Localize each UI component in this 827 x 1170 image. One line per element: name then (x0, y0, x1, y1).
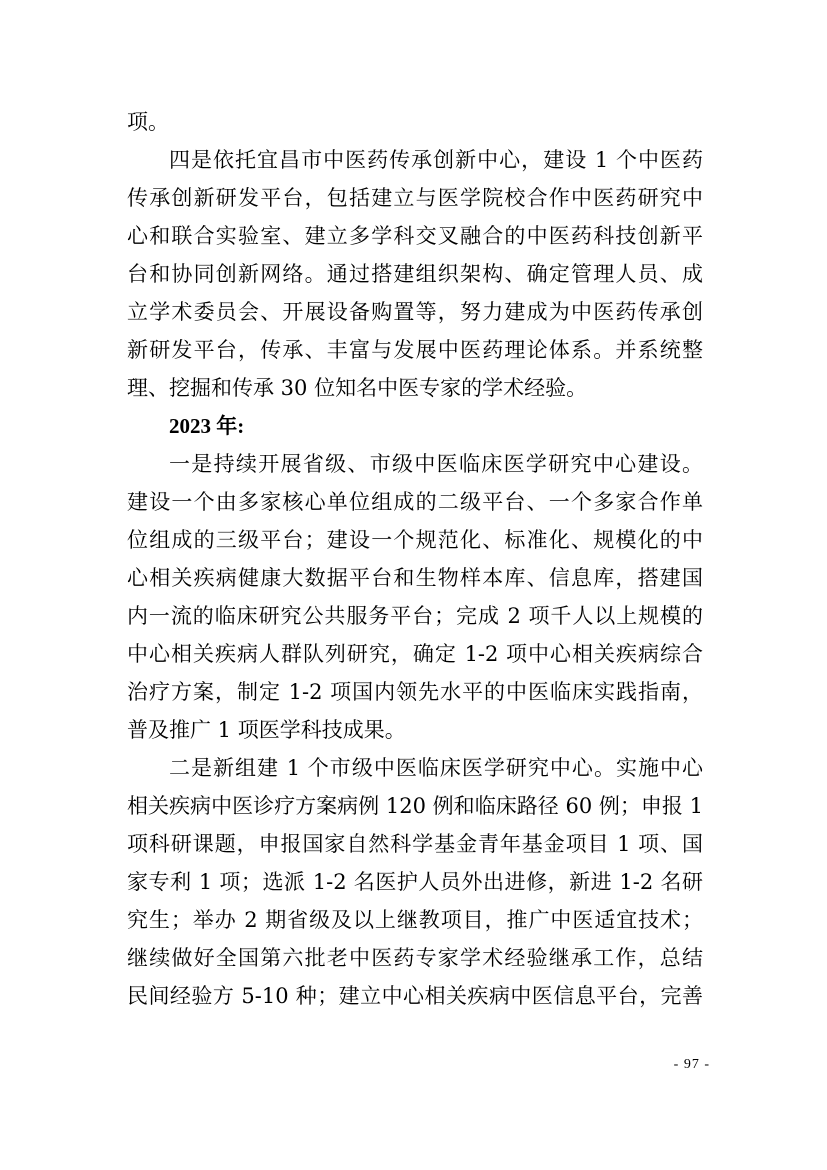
text-line: 立学术委员会、开展设备购置等，努力建成为中医药传承创 (127, 300, 703, 324)
section-heading: 2023 年: (169, 414, 245, 438)
text-line: 心和联合实验室、建立多学科交叉融合的中医药科技创新平 (127, 224, 703, 248)
text-line: 普及推广 1 项医学科技成果。 (127, 718, 406, 742)
text-line: 四是依托宜昌市中医药传承创新中心，建设 1 个中医药 (169, 148, 703, 172)
text-line: 究生；举办 2 期省级及以上继教项目，推广中医适宜技术； (127, 908, 703, 932)
body-text (127, 103, 703, 1015)
text-line: 传承创新研发平台，包括建立与医学院校合作中医药研究中 (127, 186, 703, 210)
text-line: 台和协同创新网络。通过搭建组织架构、确定管理人员、成 (127, 262, 703, 286)
text-line: 民间经验方 5-10 种；建立中心相关疾病中医信息平台，完善 (127, 984, 703, 1008)
text-line: 新研发平台，传承、丰富与发展中医药理论体系。并系统整 (127, 338, 703, 362)
text-line: 理、挖掘和传承 30 位知名中医专家的学术经验。 (127, 376, 588, 400)
text-line: 二是新组建 1 个市级中医临床医学研究中心。实施中心 (169, 756, 703, 780)
page-number: - 97 - (673, 1057, 710, 1072)
text-line: 继续做好全国第六批老中医药专家学术经验继承工作，总结 (127, 946, 703, 970)
text-line: 项科研课题，申报国家自然科学基金青年基金项目 1 项、国 (127, 832, 703, 856)
text-line: 治疗方案，制定 1-2 项国内领先水平的中医临床实践指南， (127, 680, 703, 704)
text-line: 内一流的临床研究公共服务平台；完成 2 项千人以上规模的 (127, 604, 703, 628)
text-line: 家专利 1 项；选派 1-2 名医护人员外出进修，新进 1-2 名研 (127, 870, 703, 894)
text-line: 相关疾病中医诊疗方案病例 120 例和临床路径 60 例；申报 1 (127, 794, 703, 818)
text-line: 建设一个由多家核心单位组成的二级平台、一个多家合作单 (127, 490, 703, 514)
text-line: 一是持续开展省级、市级中医临床医学研究中心建设。 (169, 452, 703, 476)
text-line: 心相关疾病健康大数据平台和生物样本库、信息库，搭建国 (127, 566, 703, 590)
text-line: 中心相关疾病人群队列研究，确定 1-2 项中心相关疾病综合 (127, 642, 703, 666)
text-line: 位组成的三级平台；建设一个规范化、标准化、规模化的中 (127, 528, 703, 552)
text-line: 项。 (127, 110, 169, 134)
